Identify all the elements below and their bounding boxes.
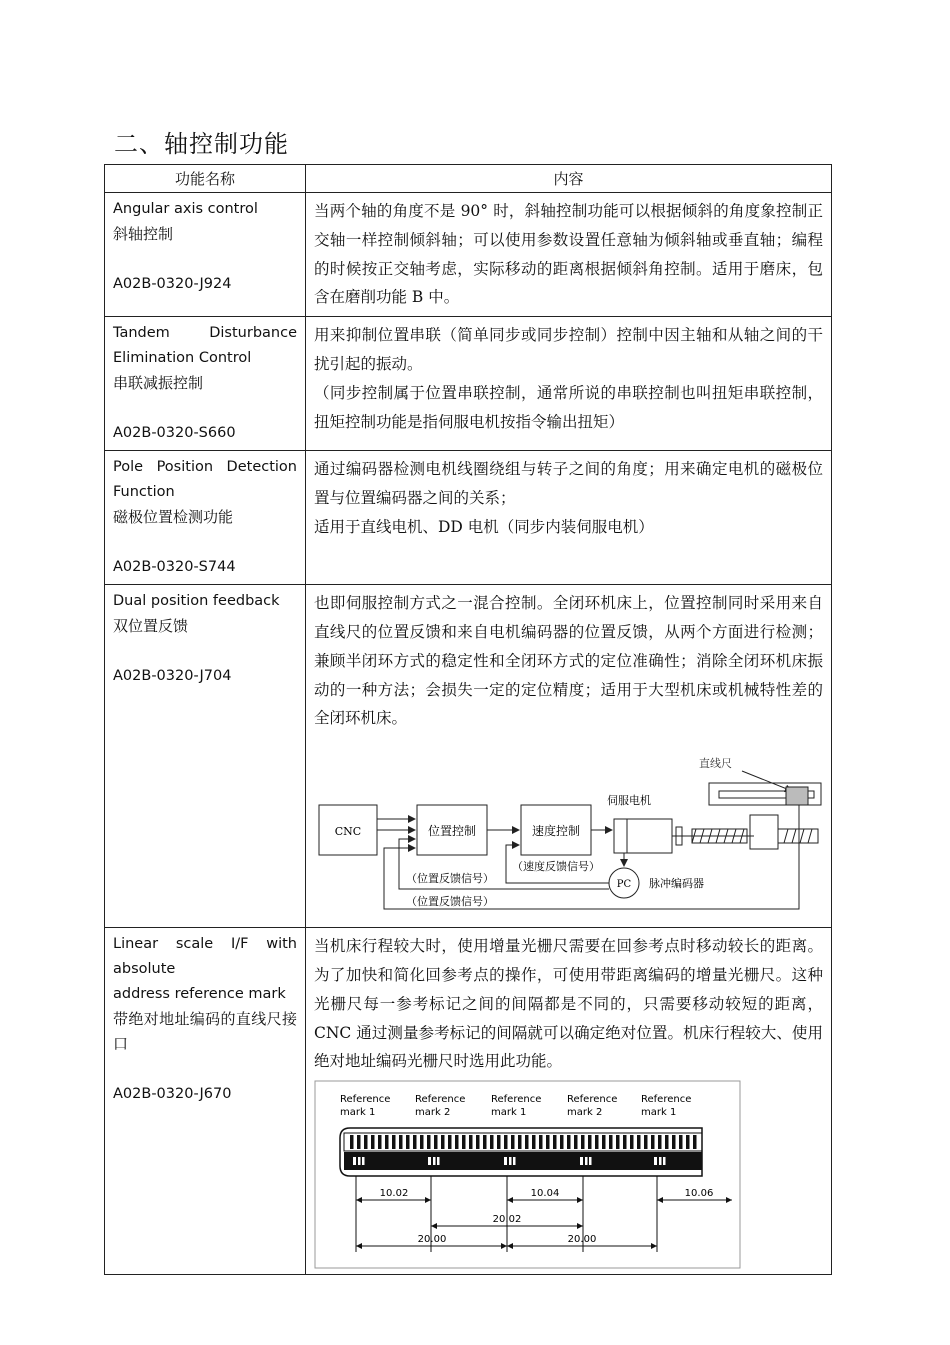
dimension-value: 20.00 bbox=[417, 1234, 447, 1246]
tick bbox=[574, 1135, 578, 1149]
tick bbox=[455, 1135, 459, 1149]
function-name-en: Tandem Disturbance bbox=[113, 325, 297, 342]
function-name-cell bbox=[105, 317, 306, 451]
mark-label: mark 1 bbox=[641, 1107, 677, 1119]
function-name-en: Angular axis control bbox=[113, 201, 258, 217]
function-name-cn: 双位置反馈 bbox=[113, 617, 189, 636]
reference-label: Reference bbox=[641, 1094, 692, 1106]
arrow-head bbox=[356, 1243, 362, 1249]
function-name-cell bbox=[105, 928, 306, 1275]
reference-label: Reference bbox=[491, 1094, 542, 1106]
reference-mark bbox=[437, 1157, 440, 1165]
reference-label: Reference bbox=[567, 1094, 618, 1106]
tick bbox=[637, 1135, 641, 1149]
function-name-cell bbox=[105, 585, 306, 928]
dimension-value: 10.06 bbox=[684, 1188, 714, 1200]
dimension-value: 10.02 bbox=[379, 1188, 409, 1200]
function-table bbox=[104, 164, 832, 1275]
reference-label: Reference bbox=[340, 1094, 391, 1106]
tick bbox=[686, 1135, 690, 1149]
function-name-en: Linear scale I/F with bbox=[113, 936, 297, 953]
tick bbox=[497, 1135, 501, 1149]
reference-mark bbox=[659, 1157, 662, 1165]
linear-scale-label: 直线尺 bbox=[699, 757, 732, 771]
tick bbox=[602, 1135, 606, 1149]
tick bbox=[658, 1135, 662, 1149]
tick bbox=[581, 1135, 585, 1149]
content-text: 用来抑制位置串联（简单同步或同步控制）控制中因主轴和从轴之间的干扰引起的振动。 bbox=[314, 326, 823, 373]
position-feedback-label-1: （位置反馈信号） bbox=[406, 872, 494, 886]
tick bbox=[441, 1135, 445, 1149]
table-carriage bbox=[750, 815, 778, 849]
table-row bbox=[105, 928, 832, 1275]
tick bbox=[392, 1135, 396, 1149]
content-text: 当两个轴的角度不是 90° 时，斜轴控制功能可以根据倾斜的角度象控制正交轴一样控制倾斜轴；可以使用参数设置任意轴为倾斜轴或垂直轴；编程的时候按正交轴考虑，实际移动的距离根据倾斜角控制。适用于磨床，包含在磨削功能 B 中。 bbox=[314, 202, 823, 307]
tick bbox=[448, 1135, 452, 1149]
tick bbox=[630, 1135, 634, 1149]
tick bbox=[469, 1135, 473, 1149]
reference-mark bbox=[589, 1157, 592, 1165]
arrow-head bbox=[507, 1197, 513, 1203]
function-name-en: absolute bbox=[113, 961, 176, 978]
table-row bbox=[105, 317, 832, 451]
order-code: A02B-0320-J670 bbox=[113, 1086, 232, 1103]
reference-mark bbox=[580, 1157, 583, 1165]
tick bbox=[420, 1135, 424, 1149]
function-name-cn: 磁极位置检测功能 bbox=[113, 508, 234, 527]
function-name-en: Dual position feedback bbox=[113, 593, 280, 610]
reference-mark bbox=[513, 1157, 516, 1165]
mark-label: mark 1 bbox=[340, 1107, 376, 1119]
tick bbox=[525, 1135, 529, 1149]
content-text: 通过编码器检测电机线圈绕组与转子之间的角度；用来确定电机的磁极位置与位置编码器之间的关系； bbox=[314, 460, 823, 507]
function-name-en: Elimination Control bbox=[113, 350, 252, 367]
reference-mark bbox=[509, 1157, 512, 1165]
tick bbox=[434, 1135, 438, 1149]
tick bbox=[462, 1135, 466, 1149]
tick bbox=[364, 1135, 368, 1149]
tick bbox=[518, 1135, 522, 1149]
tick bbox=[539, 1135, 543, 1149]
tick bbox=[560, 1135, 564, 1149]
tick bbox=[385, 1135, 389, 1149]
servo-motor-label: 伺服电机 bbox=[607, 794, 651, 808]
section-title: 二、轴控制功能 bbox=[114, 130, 289, 158]
reference-mark bbox=[504, 1157, 507, 1165]
reference-mark bbox=[362, 1157, 365, 1165]
tick bbox=[532, 1135, 536, 1149]
content-cell bbox=[306, 928, 832, 1275]
order-code: A02B-0320-S744 bbox=[113, 559, 236, 576]
content-text: （同步控制属于位置串联控制，通常所说的串联控制也叫扭矩串联控制，扭矩控制功能是指伺服电机按指令输出扭矩） bbox=[314, 383, 823, 431]
cnc-label: CNC bbox=[334, 825, 362, 839]
reference-track bbox=[344, 1152, 702, 1170]
mark-label: mark 2 bbox=[567, 1107, 603, 1119]
position-feedback-label-2: （位置反馈信号） bbox=[406, 895, 494, 909]
tick bbox=[357, 1135, 361, 1149]
scale-reader bbox=[786, 787, 808, 805]
mark-label: mark 1 bbox=[491, 1107, 527, 1119]
tick bbox=[672, 1135, 676, 1149]
dual-feedback-diagram bbox=[314, 739, 824, 919]
arrow-head bbox=[356, 1197, 362, 1203]
tick bbox=[651, 1135, 655, 1149]
arrow-head bbox=[501, 1243, 507, 1249]
tick bbox=[623, 1135, 627, 1149]
reference-mark bbox=[353, 1157, 356, 1165]
reference-mark bbox=[428, 1157, 431, 1165]
reference-mark bbox=[654, 1157, 657, 1165]
table-header-row bbox=[105, 165, 832, 193]
reference-mark-diagram bbox=[314, 1080, 742, 1270]
arrow-head bbox=[431, 1223, 437, 1229]
order-code: A02B-0320-J704 bbox=[113, 668, 232, 685]
pulse-encoder-label: 脉冲编码器 bbox=[649, 877, 704, 891]
function-name-en: address reference mark bbox=[113, 986, 286, 1003]
dimension-value: 20.02 bbox=[492, 1214, 522, 1226]
header-function-name: 功能名称 bbox=[105, 165, 306, 193]
speed-feedback-label: （速度反馈信号） bbox=[512, 860, 600, 874]
tick bbox=[378, 1135, 382, 1149]
tick bbox=[406, 1135, 410, 1149]
content-text: 适用于直线电机、DD 电机（同步内装伺服电机） bbox=[314, 517, 654, 536]
dimension-value: 10.04 bbox=[530, 1188, 560, 1200]
function-name-cn: 斜轴控制 bbox=[113, 225, 174, 243]
table-row bbox=[105, 451, 832, 585]
reference-mark bbox=[663, 1157, 666, 1165]
tick bbox=[665, 1135, 669, 1149]
speed-control-label: 速度控制 bbox=[531, 824, 581, 839]
tick bbox=[546, 1135, 550, 1149]
arrow-head bbox=[425, 1197, 431, 1203]
tick bbox=[413, 1135, 417, 1149]
tick bbox=[616, 1135, 620, 1149]
tick bbox=[644, 1135, 648, 1149]
tick bbox=[399, 1135, 403, 1149]
tick bbox=[609, 1135, 613, 1149]
function-name-en: Function bbox=[113, 484, 175, 501]
reference-label: Reference bbox=[415, 1094, 466, 1106]
content-text: 也即伺服控制方式之一混合控制。全闭环机床上，位置控制同时采用来自直线尺的位置反馈和来自电机编码器的位置反馈，从两个方面进行检测；兼顾半闭环方式的稳定性和全闭环方式的定位准确性；消除全闭环机床振动的一种方法；会损失一定的定位精度；适用于大型机床或机械特性差的全闭环机床。 bbox=[314, 594, 823, 728]
function-name-cell bbox=[105, 451, 306, 585]
header-content: 内容 bbox=[306, 165, 832, 193]
arrow-head bbox=[651, 1243, 657, 1249]
dimension-value: 20.00 bbox=[567, 1234, 597, 1246]
tick bbox=[693, 1135, 697, 1149]
mark-label: mark 2 bbox=[415, 1107, 451, 1119]
content-cell bbox=[306, 585, 832, 928]
arrow-head bbox=[577, 1197, 583, 1203]
tick bbox=[483, 1135, 487, 1149]
content-cell bbox=[306, 451, 832, 585]
reference-mark bbox=[585, 1157, 588, 1165]
tick bbox=[350, 1135, 354, 1149]
tick bbox=[371, 1135, 375, 1149]
order-code: A02B-0320-J924 bbox=[113, 276, 232, 292]
tick bbox=[476, 1135, 480, 1149]
arrow-head bbox=[507, 1243, 513, 1249]
function-name-en: Pole Position Detection bbox=[113, 459, 297, 476]
tick bbox=[588, 1135, 592, 1149]
servo-motor-box bbox=[614, 819, 672, 853]
tick bbox=[490, 1135, 494, 1149]
tick bbox=[595, 1135, 599, 1149]
tick bbox=[511, 1135, 515, 1149]
arrow-head bbox=[657, 1197, 663, 1203]
tick bbox=[553, 1135, 557, 1149]
tick bbox=[427, 1135, 431, 1149]
tick bbox=[567, 1135, 571, 1149]
tick bbox=[679, 1135, 683, 1149]
order-code: A02B-0320-S660 bbox=[113, 425, 236, 442]
reference-mark bbox=[358, 1157, 361, 1165]
position-control-label: 位置控制 bbox=[427, 824, 477, 839]
tick bbox=[504, 1135, 508, 1149]
content-text: 当机床行程较大时，使用增量光栅尺需要在回参考点时移动较长的距离。为了加快和简化回参考点的操作，可使用带距离编码的增量光栅尺。这种光栅尺每一参考标记之间的间隔都是不同的，只需要移动较短的距离，CNC 通过测量参考标记的间隔就可以确定绝对位置。机床行程较大、使用绝对地址编码光栅尺时选用此功能。 bbox=[314, 937, 823, 1071]
arrow-head bbox=[726, 1197, 732, 1203]
function-name-cn: 带绝对地址编码的直线尺接口 bbox=[113, 1010, 297, 1054]
function-name-cell bbox=[105, 193, 306, 317]
table-row bbox=[105, 193, 832, 317]
arrow-head bbox=[577, 1223, 583, 1229]
table-row bbox=[105, 585, 832, 928]
function-name-cn: 串联减振控制 bbox=[113, 374, 204, 393]
content-cell bbox=[306, 193, 832, 317]
pc-label: PC bbox=[616, 879, 632, 891]
content-cell bbox=[306, 317, 832, 451]
reference-mark bbox=[433, 1157, 436, 1165]
